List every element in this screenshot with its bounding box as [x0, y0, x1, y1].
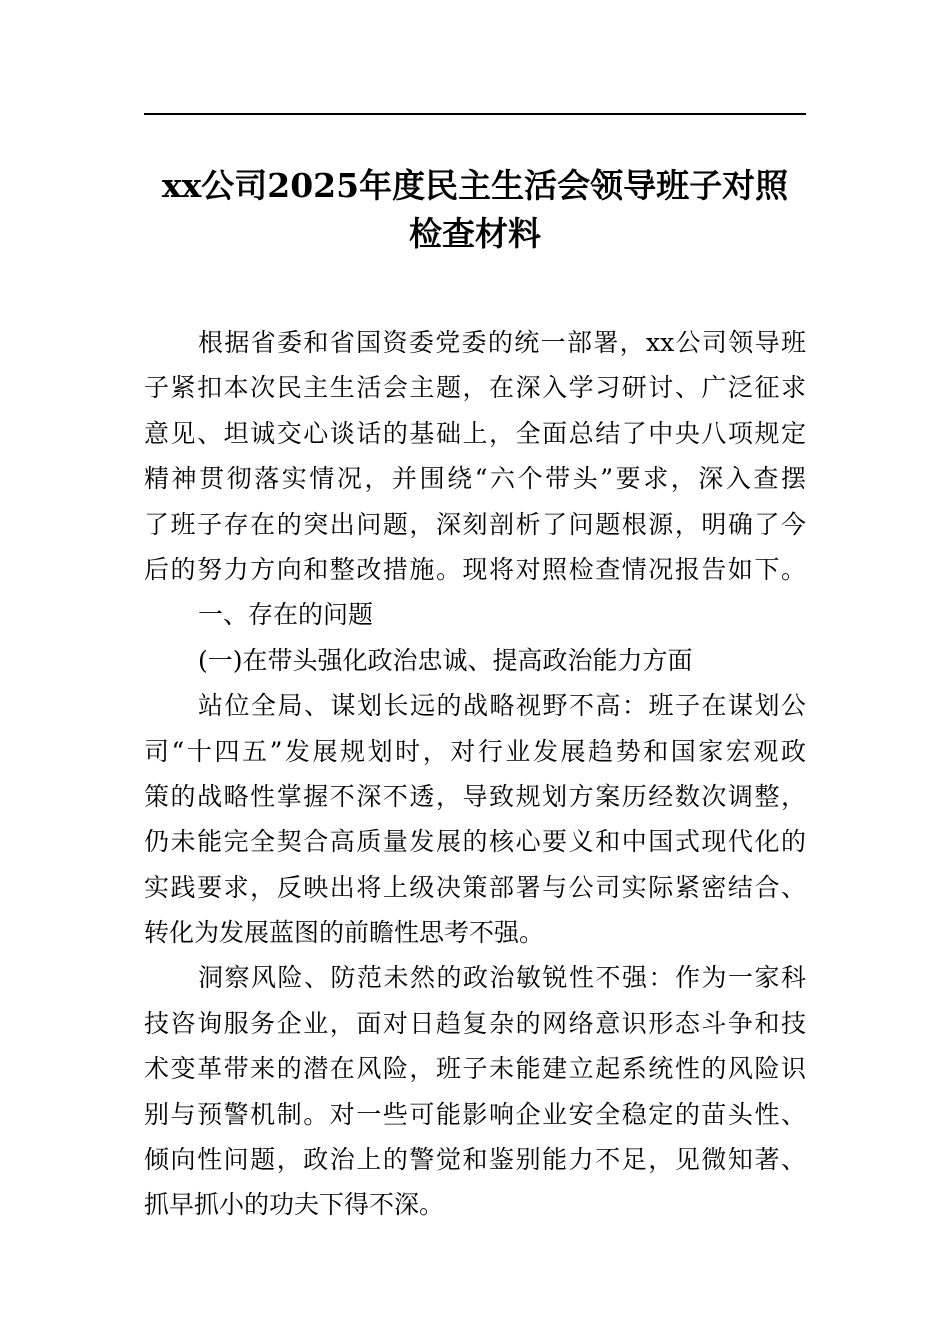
paragraph-1 — [144, 683, 806, 955]
text-line: 子紧扣本次民主生活会主题，在深入学习研讨、广泛征求 — [144, 373, 806, 403]
subsection-heading: (一)在带头强化政治忠诚、提高政治能力方面 — [198, 645, 693, 675]
text-line: 仍未能完全契合高质量发展的核心要义和中国式现代化的 — [144, 827, 806, 857]
text-line: 实践要求，反映出将上级决策部署与公司实际紧密结合、 — [144, 872, 806, 902]
text-line: 精神贯彻落实情况，并围绕“六个带头”要求，深入查摆 — [144, 464, 806, 494]
text-line: 后的努力方向和整改措施。现将对照检查情况报告如下。 — [144, 554, 806, 584]
text-line: 了班子存在的突出问题，深刻剖析了问题根源，明确了今 — [144, 509, 806, 539]
text-line: 意见、坦诚交心谈话的基础上，全面总结了中央八项规定 — [144, 418, 806, 448]
text-line: 倾向性问题，政治上的警觉和鉴别能力不足，见微知著、 — [144, 1145, 806, 1175]
text-line: 转化为发展蓝图的前瞻性思考不强。 — [144, 918, 545, 948]
title-line-2: 检查材料 — [409, 214, 541, 253]
text-line: 站位全局、谋划长远的战略视野不高：班子在谋划公 — [198, 691, 806, 721]
title-line-1: xx公司2025年度民主生活会领导班子对照 — [161, 166, 789, 205]
document-body — [144, 320, 806, 1228]
text-line: 技咨询服务企业，面对日趋复杂的网络意识形态斗争和技 — [144, 1008, 806, 1038]
text-line: 别与预警机制。对一些可能影响企业安全稳定的苗头性、 — [144, 1099, 806, 1129]
text-line: 术变革带来的潜在风险，班子未能建立起系统性的风险识 — [144, 1054, 806, 1084]
text-line: 抓早抓小的功夫下得不深。 — [144, 1190, 445, 1220]
document-title — [144, 162, 806, 258]
paragraph-2 — [144, 955, 806, 1227]
header-rule — [144, 113, 806, 115]
text-line: 洞察风险、防范未然的政治敏锐性不强：作为一家科 — [198, 963, 806, 993]
intro-paragraph — [144, 320, 806, 592]
text-line: 根据省委和省国资委党委的统一部署，xx公司领导班 — [198, 328, 806, 357]
section-heading: 一、存在的问题 — [198, 600, 374, 630]
text-line: 司“十四五”发展规划时，对行业发展趋势和国家宏观政 — [144, 736, 806, 766]
text-line: 策的战略性掌握不深不透，导致规划方案历经数次调整， — [144, 781, 806, 811]
